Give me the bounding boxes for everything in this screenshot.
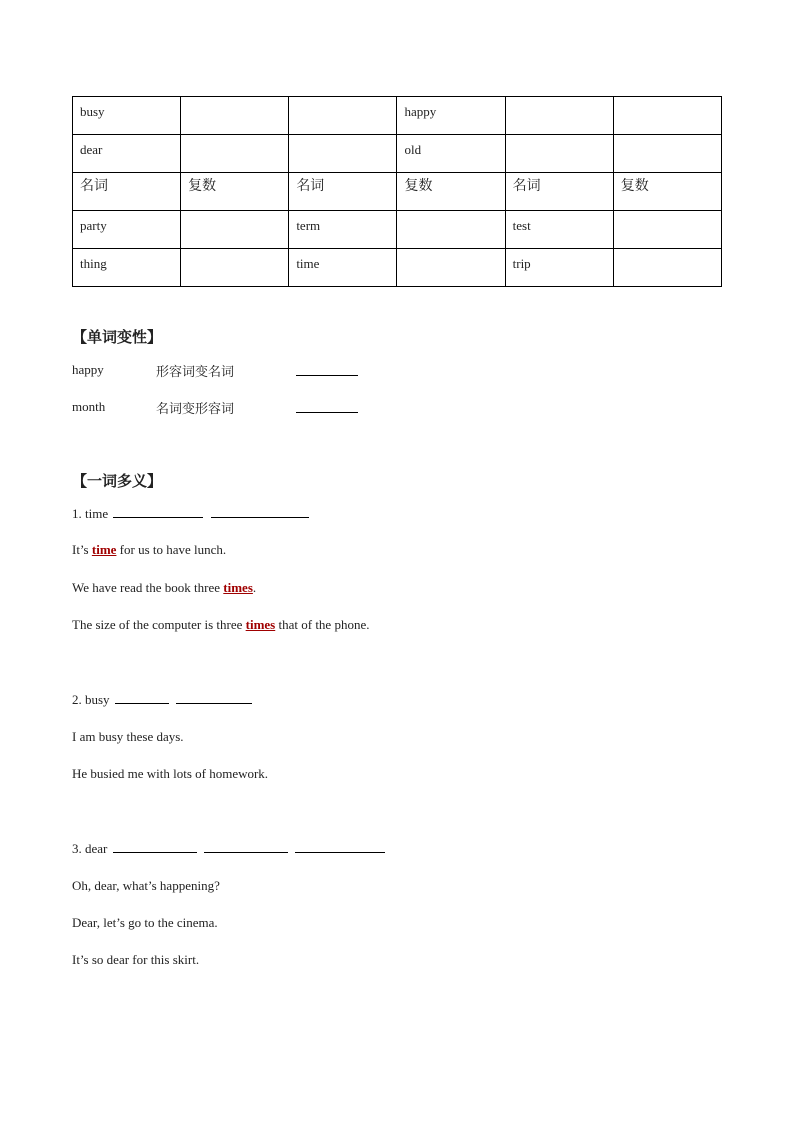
highlighted-word: times: [223, 580, 253, 595]
highlighted-word: time: [91, 542, 117, 557]
table-row: [73, 97, 722, 135]
answer-blank[interactable]: [296, 400, 358, 413]
highlighted-word: times: [245, 617, 276, 632]
example-sentence: Dear, let’s go to the cinema.: [72, 915, 218, 930]
word-change-word: month: [72, 399, 106, 414]
table-cell[interactable]: [289, 97, 397, 135]
table-cell[interactable]: [397, 211, 505, 249]
table-cell: happy: [397, 97, 505, 135]
table-header-cell: 名词: [289, 173, 397, 211]
table-header-cell: 复数: [397, 173, 505, 211]
table-cell: term: [289, 211, 397, 249]
example-sentence: We have read the book three times.: [72, 580, 257, 595]
answer-blank[interactable]: [176, 691, 252, 704]
answer-blank[interactable]: [113, 505, 203, 518]
table-cell: busy: [73, 97, 181, 135]
table-row: [73, 211, 722, 249]
example-sentence: The size of the computer is three times that of the phone.: [72, 617, 370, 632]
table-row: [73, 135, 722, 173]
example-sentence: He busied me with lots of homework.: [72, 766, 269, 781]
table-cell: thing: [73, 249, 181, 287]
polysemy-item-title: 1. time: [72, 505, 309, 522]
answer-blank[interactable]: [113, 840, 197, 853]
word-change-rule: 名词变形容词: [156, 402, 235, 417]
table-header-row: [73, 173, 722, 211]
answer-blank[interactable]: [296, 363, 358, 376]
polysemy-item-title: 3. dear: [72, 840, 385, 857]
table-cell[interactable]: [181, 135, 289, 173]
example-sentence: Oh, dear, what’s happening?: [72, 878, 220, 893]
table-cell[interactable]: [289, 135, 397, 173]
table-header-cell: 复数: [181, 173, 289, 211]
section-heading-polysemy: 【一词多义】: [72, 472, 163, 490]
example-sentence: I am busy these days.: [72, 729, 184, 744]
table-cell: old: [397, 135, 505, 173]
table-cell: dear: [73, 135, 181, 173]
table-cell[interactable]: [181, 249, 289, 287]
table-cell[interactable]: [613, 97, 721, 135]
table-header-cell: 复数: [613, 173, 721, 211]
table-header-cell: 名词: [505, 173, 613, 211]
table-cell: trip: [505, 249, 613, 287]
table-cell[interactable]: [613, 135, 721, 173]
word-change-word: happy: [72, 362, 104, 377]
answer-blank[interactable]: [295, 840, 385, 853]
table-cell[interactable]: [181, 211, 289, 249]
table-cell[interactable]: [397, 249, 505, 287]
polysemy-item-title: 2. busy: [72, 691, 252, 708]
table-row: [73, 249, 722, 287]
answer-blank[interactable]: [211, 505, 309, 518]
table-cell[interactable]: [505, 135, 613, 173]
table-cell[interactable]: [613, 249, 721, 287]
table-cell[interactable]: [505, 97, 613, 135]
table-cell[interactable]: [613, 211, 721, 249]
section-heading-word-change: 【单词变性】: [72, 328, 163, 346]
table-cell[interactable]: [181, 97, 289, 135]
answer-blank[interactable]: [204, 840, 288, 853]
answer-blank[interactable]: [115, 691, 169, 704]
example-sentence: It’s time for us to have lunch.: [72, 542, 227, 557]
table-cell: party: [73, 211, 181, 249]
table-cell: time: [289, 249, 397, 287]
vocabulary-table: [72, 96, 722, 287]
word-change-rule: 形容词变名词: [156, 365, 235, 380]
example-sentence: It’s so dear for this skirt.: [72, 952, 200, 967]
table-header-cell: 名词: [73, 173, 181, 211]
table-cell: test: [505, 211, 613, 249]
